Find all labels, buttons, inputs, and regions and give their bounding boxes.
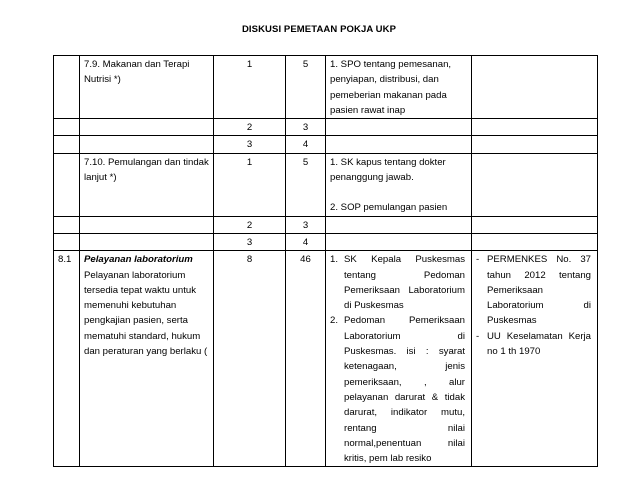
cell-score-a: 8 (214, 251, 286, 467)
doc-item: 2. SOP pemulangan pasien (330, 202, 448, 214)
cell-ref (472, 56, 598, 119)
cell-ref (472, 136, 598, 153)
page-title: DISKUSI PEMETAAN POKJA UKP (241, 24, 397, 35)
cell-score-a: 1 (214, 56, 286, 119)
list-item: - PERMENKES No. 37 tahun 2012 tentang Pemeriksaan Laboratorium di Puskesmas (476, 254, 591, 327)
cell-score-b: 4 (286, 136, 326, 153)
table-row (54, 136, 598, 153)
item-title: Pelayanan laboratorium (84, 254, 193, 266)
cell-score-a: 3 (214, 233, 286, 250)
cell-ref (472, 233, 598, 250)
cell-no: 8.1 (54, 251, 80, 467)
cell-score-b: 4 (286, 233, 326, 250)
cell-item (80, 136, 214, 153)
item-body: Pelayanan laboratorium tersedia tepat waktu untuk memenuhi kebutuhan pengkajian pasien, serta mematuhi standard, hukum dan peraturan yang berlaku ( (84, 269, 208, 358)
cell-doc (326, 153, 472, 216)
list-item: - UU Keselamatan Kerja no 1 th 1970 (476, 330, 591, 358)
cell-item (80, 233, 214, 250)
cell-no (54, 136, 80, 153)
cell-doc (326, 233, 472, 250)
doc-list (330, 252, 465, 466)
table-row (54, 56, 598, 119)
cell-doc (326, 119, 472, 136)
cell-score-a: 2 (214, 216, 286, 233)
cell-item (80, 216, 214, 233)
cell-item (80, 251, 214, 467)
cell-doc (326, 136, 472, 153)
cell-score-a: 3 (214, 136, 286, 153)
doc-item: 1. SK kapus tentang dokter penanggung jawab. (330, 156, 446, 184)
cell-doc: 1. SPO tentang pemesanan, penyiapan, distribusi, dan pemeberian makanan pada pasien rawat inap (326, 56, 472, 119)
cell-no (54, 119, 80, 136)
cell-ref (472, 119, 598, 136)
list-item: 2. Pedoman Pemeriksaan Laboratorium di Puskesmas. isi : syarat ketenagaan, jenis pemeriksaan, , alur pelayanan darurat & tidak darurat, indikator mutu, rentang nilai normal,penentuan nilai kritis, pem lab resiko (330, 315, 465, 465)
cell-score-a: 1 (214, 153, 286, 216)
cell-no (54, 56, 80, 119)
table-row (54, 153, 598, 216)
cell-item: 7.10. Pemulangan dan tindak lanjut *) (80, 153, 214, 216)
cell-doc (326, 216, 472, 233)
cell-item (80, 119, 214, 136)
table-row (54, 216, 598, 233)
cell-score-a: 2 (214, 119, 286, 136)
cell-score-b: 5 (286, 56, 326, 119)
cell-score-b: 5 (286, 153, 326, 216)
cell-score-b: 3 (286, 216, 326, 233)
cell-ref (472, 251, 598, 467)
cell-doc (326, 251, 472, 467)
cell-no (54, 233, 80, 250)
cell-score-b: 3 (286, 119, 326, 136)
mapping-table (53, 55, 598, 467)
table-row (54, 233, 598, 250)
ref-list (476, 252, 591, 359)
cell-score-b: 46 (286, 251, 326, 467)
list-item: 1. SK Kepala Puskesmas tentang Pedoman Pemeriksaan Laboratorium di Puskesmas (330, 254, 465, 312)
table-row (54, 251, 598, 467)
cell-ref (472, 153, 598, 216)
cell-no (54, 153, 80, 216)
cell-item: 7.9. Makanan dan Terapi Nutrisi *) (80, 56, 214, 119)
cell-ref (472, 216, 598, 233)
cell-no (54, 216, 80, 233)
table-row (54, 119, 598, 136)
